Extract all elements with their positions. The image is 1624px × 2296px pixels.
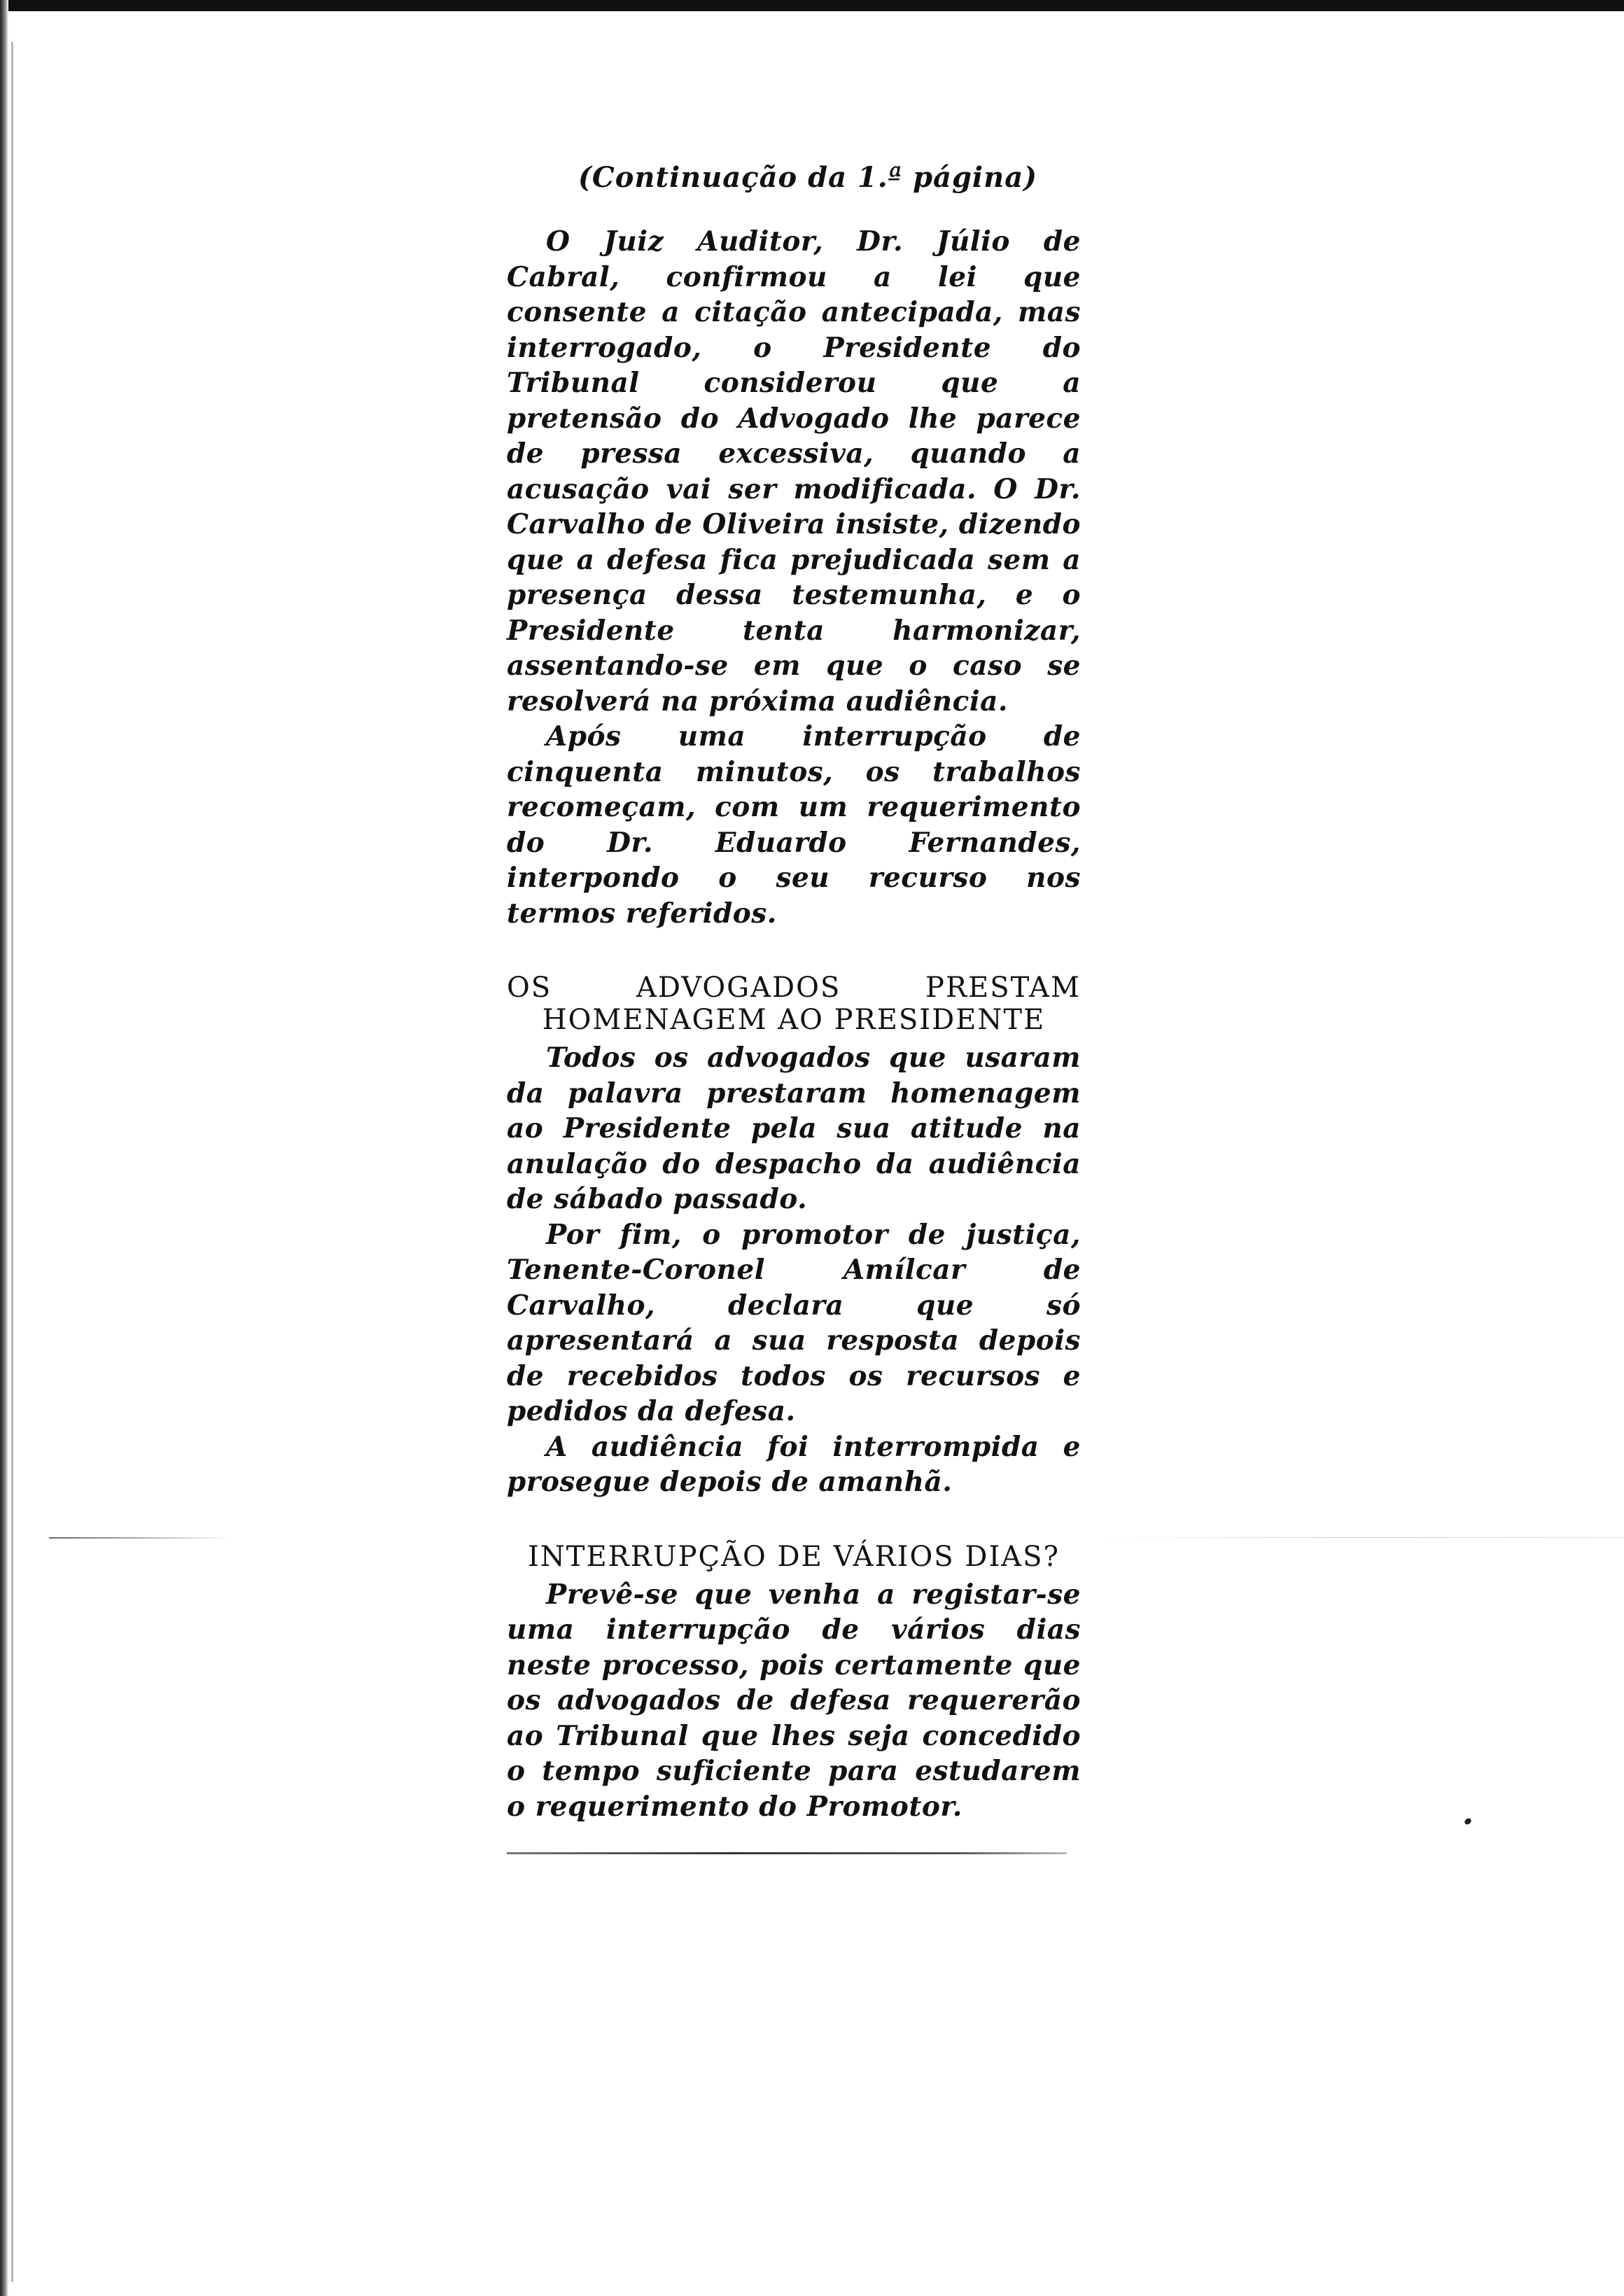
paragraph-adjourned: A audiência foi interrompida e prosegue depois de amanhã. xyxy=(507,1430,1081,1498)
fold-mark-right xyxy=(1092,1537,1624,1538)
scan-top-border xyxy=(0,0,1624,11)
paragraph-prosecutor: Por fim, o promotor de justiça, Tenente-Coronel Amílcar de Carvalho, declara que só apresentará a sua resposta depois de recebidos todos os recursos e pedidos da defesa. xyxy=(507,1218,1081,1427)
paragraph-homage: Todos os advogados que usaram da palavra prestaram homenagem ao Presidente pela sua atitude na anulação do despacho da audiência de sábado passado. xyxy=(507,1042,1081,1215)
section-heading-interruption: INTERRUPÇÃO DE VÁRIOS DIAS? xyxy=(527,1540,1060,1573)
scan-left-border xyxy=(0,0,8,2296)
end-rule xyxy=(507,1852,1067,1854)
paragraph-judge-citation: O Juiz Auditor, Dr. Júlio de Cabral, confirmou a lei que consente a citação antecipada, mas interrogado, o Presidente do Tribunal considerou que a pretensão do Advogado lhe parece de pressa excessiva, quando a acusação vai ser modificada. O Dr. Carvalho de Oliveira insiste, dizendo que a defesa fica prejudicada sem a presença dessa testemunha, e o Presidente tenta harmonizar, assentando-se em que o caso se resolverá na próxima audiência. xyxy=(507,225,1081,718)
scan-left-edge-line xyxy=(11,42,13,2282)
paragraph-recess: Após uma interrupção de cinquenta minutos, os trabalhos recomeçam, com um requerimento do Dr. Eduardo Fernandes, interpondo o seu recurso nos termos referidos. xyxy=(507,720,1081,930)
continuation-note: (Continuação da 1.ª página) xyxy=(578,161,1038,194)
article-column xyxy=(507,160,1081,1854)
ink-speck xyxy=(1464,1817,1473,1826)
section-heading-lawyers-homage: OS ADVOGADOS PRESTAM HOMENAGEM AO PRESIDENTE xyxy=(507,972,1081,1036)
paragraph-several-days: Prevê-se que venha a registar-se uma interrupção de vários dias neste processo, pois certamente que os advogados de defesa requererão ao Tribunal que lhes seja concedido o tempo suficiente para estudarem o requerimento do Promotor. xyxy=(507,1578,1081,1823)
fold-mark-left xyxy=(49,1537,231,1539)
